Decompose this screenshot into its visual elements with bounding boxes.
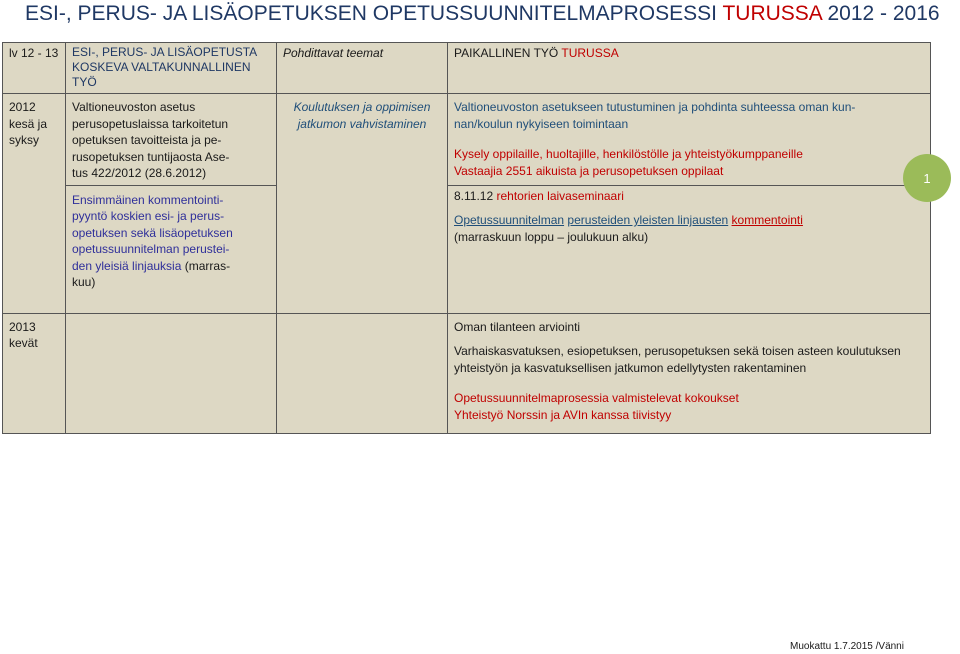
comment-ops: Opetussuunnitelman bbox=[454, 213, 565, 227]
process-table bbox=[2, 42, 931, 434]
national-2012 bbox=[66, 94, 277, 186]
comment-line4: opetussuunnitelman perustei- bbox=[72, 242, 230, 256]
period-2013-line1: 2013 bbox=[9, 319, 36, 334]
local-2013 bbox=[448, 313, 931, 433]
local-2013-cooperation-line2: yhteistyön ja kasvatuksellisen jatkumon edellytysten rakentaminen bbox=[454, 360, 807, 375]
comment-commenting: kommentointi bbox=[731, 213, 803, 227]
comment-guidelines: perusteiden yleisten linjausten bbox=[567, 213, 729, 227]
comment-tail1: (marras- bbox=[181, 258, 231, 273]
footer-modified: Muokattu 1.7.2015 /Vänni bbox=[790, 641, 904, 652]
title-years: 2012 - 2016 bbox=[821, 2, 940, 25]
national-line1: Valtioneuvoston asetus bbox=[72, 100, 196, 114]
header-local-city: TURUSSA bbox=[561, 46, 619, 60]
comment-line3: opetuksen sekä lisäopetuksen bbox=[72, 225, 233, 240]
local-2013-meetings: Opetussuunnitelmaprosessia valmistelevat kokoukset bbox=[454, 391, 739, 405]
theme-line2: jatkumon vahvistaminen bbox=[297, 116, 427, 131]
national-line2: perusopetuslaissa tarkoitetun bbox=[72, 116, 229, 131]
local-survey: Kysely oppilaille, huoltajille, henkilöstölle ja yhteistyökumppaneille bbox=[454, 147, 803, 161]
comment-period: (marraskuun loppu – joulukuun alku) bbox=[454, 229, 649, 244]
period-2013 bbox=[3, 313, 66, 433]
comment-line2: pyyntö koskien esi- ja perus- bbox=[72, 209, 225, 223]
period-2013-line2: kevät bbox=[9, 336, 38, 350]
header-national bbox=[66, 43, 277, 94]
row-2012-bottom bbox=[3, 185, 931, 313]
local-2012-top bbox=[448, 94, 931, 186]
header-national-line2: KOSKEVA VALTAKUNNALLINEN TYÖ bbox=[72, 60, 251, 89]
period-2012-line3: syksy bbox=[9, 133, 39, 147]
title-part1: ESI-, PERUS- JA LISÄOPETUKSEN OPETUSSUUNNITELMAPROSESSI bbox=[25, 2, 723, 25]
national-2013 bbox=[66, 313, 277, 433]
comment-line5: den yleisiä linjauksia bbox=[72, 258, 182, 273]
local-2012-bottom bbox=[448, 185, 931, 313]
local-2013-cooperation-line1: Varhaiskasvatuksen, esiopetuksen, perusopetuksen sekä toisen asteen koulutuksen bbox=[454, 344, 901, 358]
theme-line1: Koulutuksen ja oppimisen bbox=[293, 100, 431, 114]
header-themes-label: Pohdittavat teemat bbox=[283, 46, 384, 60]
comment-line1: Ensimmäinen kommentointi- bbox=[72, 192, 224, 207]
national-line5: tus 422/2012 (28.6.2012) bbox=[72, 166, 207, 180]
slide-number-badge: 1 bbox=[903, 154, 951, 202]
header-local-label: PAIKALLINEN TYÖ bbox=[454, 46, 562, 60]
row-2012-top bbox=[3, 94, 931, 186]
period-2012-line2: kesä ja bbox=[9, 116, 48, 131]
local-2013-assessment: Oman tilanteen arviointi bbox=[454, 319, 581, 334]
header-themes bbox=[277, 43, 448, 94]
row-2013 bbox=[3, 313, 931, 433]
header-period-label: lv 12 - 13 bbox=[9, 46, 59, 60]
local-line1: Valtioneuvoston asetukseen tutustuminen ja pohdinta suhteessa oman kun- bbox=[454, 100, 856, 114]
period-2012-line1: 2012 bbox=[9, 100, 36, 114]
local-2013-norssi: Yhteistyö Norssin ja AVIn kanssa tiivistyy bbox=[454, 407, 672, 422]
title-city: TURUSSA bbox=[722, 2, 822, 25]
national-line3: opetuksen tavoitteista ja pe- bbox=[72, 133, 222, 147]
header-row bbox=[3, 43, 931, 94]
local-line2: nan/koulun nykyiseen toimintaan bbox=[454, 116, 629, 131]
national-line4: rusopetuksen tuntijaosta Ase- bbox=[72, 149, 230, 164]
theme-2012 bbox=[277, 94, 448, 314]
header-period bbox=[3, 43, 66, 94]
theme-2013 bbox=[277, 313, 448, 433]
header-national-line1: ESI-, PERUS- JA LISÄOPETUSTA bbox=[72, 45, 258, 59]
comment-tail2: kuu) bbox=[72, 275, 96, 289]
seminar-name: rehtorien laivaseminaari bbox=[496, 188, 624, 203]
seminar-date: 8.11.12 bbox=[454, 188, 497, 203]
page-title bbox=[25, 2, 940, 26]
local-respondents: Vastaajia 2551 aikuista ja perusopetuksen oppilaat bbox=[454, 163, 724, 178]
period-2012 bbox=[3, 94, 66, 314]
national-2012-comment bbox=[66, 185, 277, 313]
header-local bbox=[448, 43, 931, 94]
